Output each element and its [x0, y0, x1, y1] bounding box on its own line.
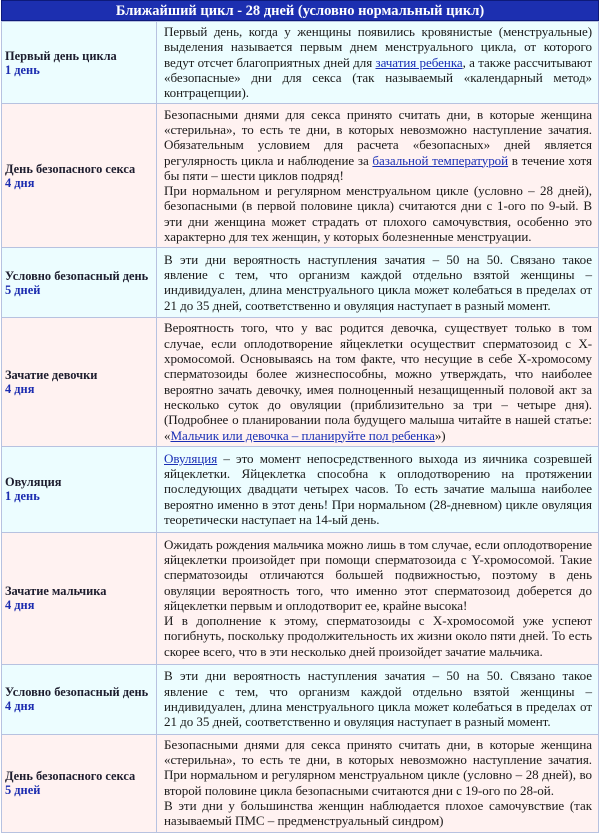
row-label-cell [2, 446, 157, 532]
phase-name: Первый день цикла [5, 48, 117, 63]
cycle-table-container [1, 0, 599, 833]
phase-duration: 4 дня [5, 598, 35, 613]
phase-name: Зачатие мальчика [5, 584, 107, 599]
table-title: Ближайший цикл - 28 дней (условно нормальный цикл) [1, 0, 599, 21]
row-description [157, 532, 599, 664]
phase-duration: 4 дня [5, 699, 35, 714]
ovulation-link[interactable]: Овуляция [164, 450, 218, 466]
row-label-cell [2, 664, 157, 734]
row-label-cell [2, 734, 157, 832]
basal-temperature-link[interactable]: базальной температурой [372, 152, 509, 168]
table-row [2, 22, 599, 104]
description-text: В эти дни вероятность наступления зачатия – 50 на 50. Связано такое явление с тем, что организм каждой отдельно взятой женщины – индивидуален, длина менструального цикла может колебаться в пределах от 21 до 35 дней, соответственно и овуляция наступает в разный момент. [164, 668, 592, 730]
row-description [157, 446, 599, 532]
phase-duration: 4 дня [5, 175, 35, 190]
table-row [2, 664, 599, 734]
table-row [2, 446, 599, 532]
cycle-table [1, 21, 599, 833]
row-description [157, 664, 599, 734]
row-label-cell [2, 532, 157, 664]
phase-name: День безопасного секса [5, 769, 136, 784]
phase-name: Условно безопасный день [5, 268, 149, 283]
description-text: ») [434, 427, 446, 443]
phase-duration: 4 дня [5, 382, 35, 397]
phase-duration: 5 дней [5, 783, 41, 798]
row-description [157, 104, 599, 248]
description-text: Безопасными днями для секса принято считать дни, в которые женщина «стерильна», то есть те дни, в которых невозможно наступление зачатия. Обязательным условием для расчета «безопасных» дней является регулярность цикла и наблюдение за [164, 106, 592, 168]
row-label-cell [2, 318, 157, 446]
description-text: При нормальном и регулярном менструальном цикле (условно – 28 дней), безопасными (в первой половине цикла) считаются дни с 1-ого по 9-ый. В эти дни женщина может страдать от плохого самочувствия, особенно это характерно для тех женщин, у которых болезненные менструации. [164, 183, 592, 245]
description-text: , а также рассчитывают «безопасные» дни для секса (так называемый «календарный метод» контрацепции). [164, 54, 592, 101]
description-text: В эти дни у большинства женщин наблюдается плохое самочувствие (так называемый ПМС – предменструальный синдром) [164, 798, 592, 829]
table-row [2, 104, 599, 248]
phase-name: День безопасного секса [5, 161, 136, 176]
row-label-cell [2, 104, 157, 248]
description-text: Вероятность того, что у вас родится девочка, существует только в том случае, если оплодотворение яйцеклетки осуществит сперматозоид с Х-хромосомой. Основываясь на том факте, что несущие в себе Х-хромосому сперматозоиды более жизнеспособны, можно утверждать, что наиболее вероятно зачать девочку, имея полноценный незащищенный половой акт за несколько суток до овуляции (приблизительно за три – четыре дня). (Подробнее о планировании пола будущего малыша читайте в нашей статье: « [164, 320, 592, 443]
table-row [2, 248, 599, 318]
table-row [2, 318, 599, 446]
row-description [157, 22, 599, 104]
table-row [2, 532, 599, 664]
table-row [2, 734, 599, 832]
row-description [157, 734, 599, 832]
description-text: Ожидать рождения мальчика можно лишь в том случае, если оплодотворение яйцеклетки произойдет при помощи сперматозоида с Y-хромосомой. Такие сперматозоиды отличаются большей подвижностью, поэтому в день овуляции вероятность того, что именно этот сперматозоид доберется до яйцеклетки первым и оплодотворит ее, крайне высока! [164, 536, 592, 613]
phase-name: Овуляция [5, 475, 62, 490]
phase-duration: 5 дней [5, 282, 41, 297]
phase-duration: 1 день [5, 62, 40, 77]
description-text: в течение хотя бы пяти – шести циклов подряд! [164, 152, 592, 183]
row-label-cell [2, 22, 157, 104]
description-text: Первый день, когда у женщины появились кровянистые (менструальные) выделения называется первым днем менструального цикла, от которого ведут отсчет благоприятных дней для [164, 24, 592, 70]
description-text: – это момент непосредственного выхода из яичника созревшей яйцеклетки. Яйцеклетка способна к оплодотворению на протяжении последующих двадцати четырех часов. То есть зачатие малыша наиболее вероятно именно в этот день! При нормальном (28-дневном) цикле овуляция теоретически наступает на 14-ый день. [164, 450, 592, 527]
description-text: В эти дни вероятность наступления зачатия – 50 на 50. Связано такое явление с тем, что организм каждой отдельно взятой женщины – индивидуален, длина менструального цикла может колебаться в пределах от 21 до 35 дней, соответственно и овуляция наступает в разный момент. [164, 251, 592, 313]
row-description [157, 248, 599, 318]
phase-duration: 1 день [5, 489, 40, 504]
phase-name: Зачатие девочки [5, 368, 98, 383]
row-label-cell [2, 248, 157, 318]
description-text: Безопасными днями для секса принято считать дни, в которые женщина «стерильна», то есть те дни, в которых невозможно наступление зачатия. При нормальном и регулярном менструальном цикле (условно – 28 дней), во второй половине цикла безопасными считаются дни с 19-ого по 28-ой. [164, 736, 592, 798]
phase-name: Условно безопасный день [5, 685, 149, 700]
boy-or-girl-link[interactable]: Мальчик или девочка – планируйте пол ребенка [170, 427, 435, 443]
description-text: И в дополнение к этому, сперматозоиды с Х-хромосомой уже успеют погибнуть, поскольку продолжительность их жизни около пяти дней. То есть скорее всего, что в эти несколько дней произойдет зачатие мальчика. [164, 613, 592, 659]
conception-link[interactable]: зачатия ребенка [375, 54, 463, 70]
row-description [157, 318, 599, 446]
